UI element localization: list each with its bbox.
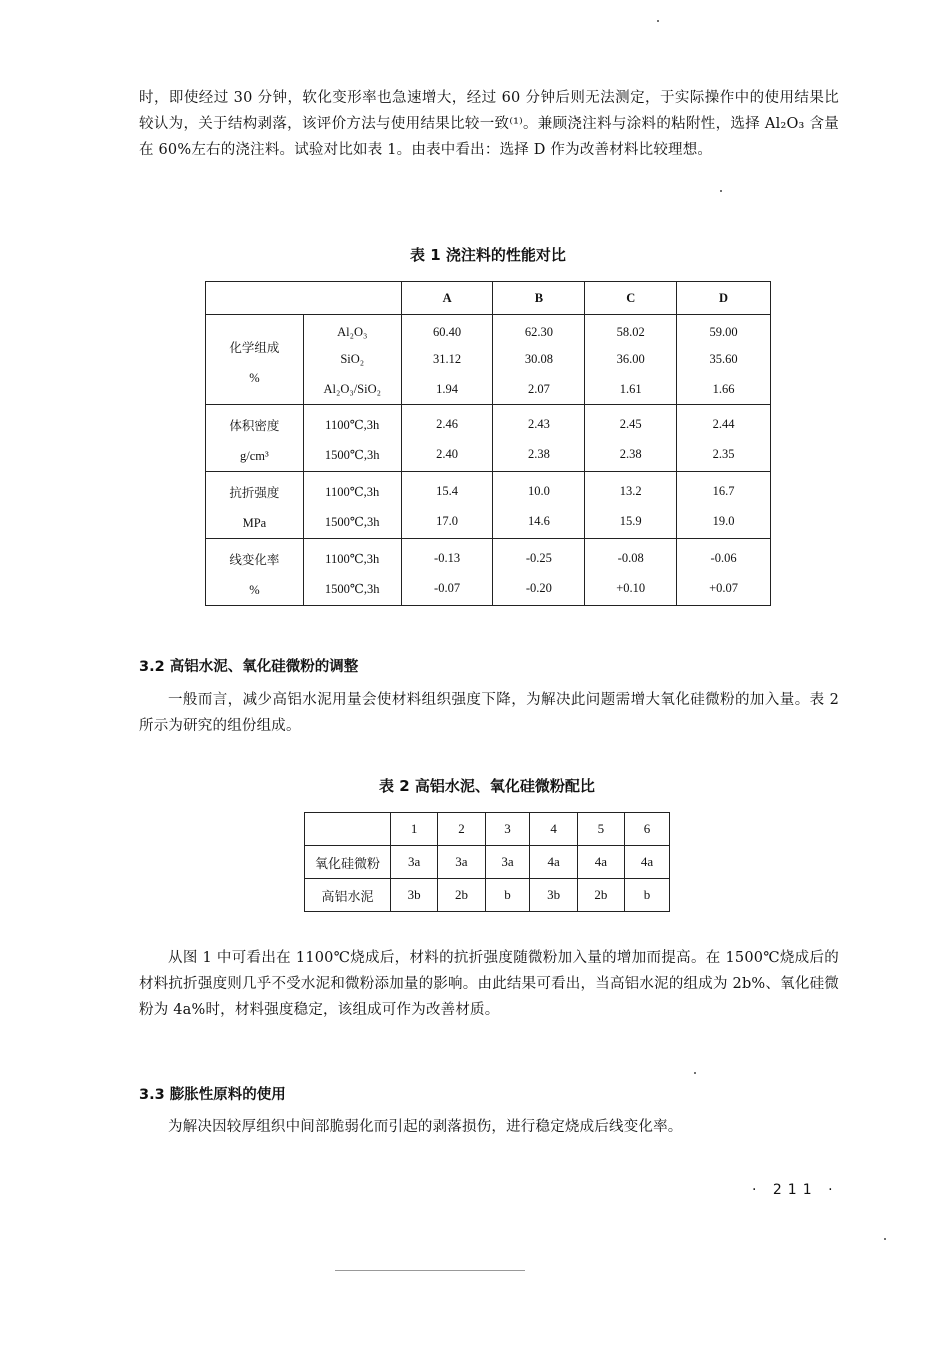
table1-value-cell: -0.07 [401,572,493,606]
table2-value-cell: b [625,879,670,912]
table1-row-label: 线变化率 % [206,539,304,606]
table2-value-cell: 4a [577,846,624,879]
scan-speck [657,20,659,22]
table2-corner-cell [305,813,391,846]
section-3-3-paragraph: 为解决因较厚组织中间部脆弱化而引起的剥落损伤，进行稳定烧成后线变化率。 [168,1119,683,1135]
section-3-2-heading: 3.2 高铝水泥、氧化硅微粉的调整 [139,659,359,675]
table2-column-header: 5 [577,813,624,846]
table1-value-cell: 31.12 [401,345,493,375]
table1-value-cell: 16.7 [677,472,771,506]
table1-value-cell: 62.30 [493,315,585,345]
table1-sub-label: SiO₂ [303,345,401,375]
table1-group [206,405,771,472]
table1-value-cell: 2.35 [677,438,771,472]
table1-value-cell: -0.20 [493,572,585,606]
table1-value-cell: 2.40 [401,438,493,472]
intro-paragraph: 时，即使经过 30 分钟，软化变形率也急速增大，经过 60 分钟后则无法测定，于实际操作中的使用结果比较认为，关于结构剥落，该评价方法与使用结果比较一致⁽¹⁾。兼顾浇注料与涂料的粘附性，选择 Al₂O₃ 含量在 60%左右的浇注料。试验对比如表 1。由表中看出：选择 D 作为改善材料比较理想。 [139,90,839,158]
table2-column-header: 2 [438,813,485,846]
table1-value-cell: 58.02 [585,315,677,345]
table2-value-cell: b [485,879,530,912]
table1-group [206,472,771,539]
section-3-3-heading: 3.3 膨胀性原料的使用 [139,1087,286,1103]
section-3-2-paragraph: 一般而言，减少高铝水泥用量会使材料组织强度下降，为解决此问题需增大氧化硅微粉的加入量。表 2 所示为研究的组份组成。 [139,692,839,734]
table1-sub-label: Al₂O₃ [303,315,401,345]
table2-caption: 表 2 高铝水泥、氧化硅微粉配比 [379,777,595,795]
table1-sub-label: 1100℃,3h [303,405,401,439]
table1-value-cell: 17.0 [401,505,493,539]
table1-row [206,539,771,573]
table1-row-label: 体积密度 g/cm³ [206,405,304,472]
table1-value-cell: 36.00 [585,345,677,375]
table1-value-cell: 10.0 [493,472,585,506]
table1-value-cell: 35.60 [677,345,771,375]
table1-value-cell: -0.08 [585,539,677,573]
table2-row-label: 氧化硅微粉 [305,846,391,879]
table1-value-cell: 2.43 [493,405,585,439]
table2-column-header: 1 [391,813,438,846]
table1-header [206,282,771,315]
table1-value-cell: 13.2 [585,472,677,506]
table1-value-cell: 1.66 [677,375,771,405]
table2-row [305,879,670,912]
scan-speck [694,1072,696,1074]
table1-row [206,315,771,345]
table1-value-cell: 1.61 [585,375,677,405]
table1-value-cell: -0.13 [401,539,493,573]
table1-value-cell: 14.6 [493,505,585,539]
table2-column-header: 6 [625,813,670,846]
table1-value-cell: 2.46 [401,405,493,439]
table2-header-row [305,813,670,846]
table1-value-cell: 15.4 [401,472,493,506]
table1-value-cell: 30.08 [493,345,585,375]
table1-sub-label: 1500℃,3h [303,438,401,472]
table1 [205,281,771,606]
table1-value-cell: -0.25 [493,539,585,573]
table1-value-cell: -0.06 [677,539,771,573]
table2-value-cell: 2b [438,879,485,912]
table2-column-header: 3 [485,813,530,846]
table1-row-label: 抗折强度 MPa [206,472,304,539]
table2 [304,812,670,912]
table1-column-header: C [585,282,677,315]
scan-speck [884,1238,886,1240]
table1-value-cell: 2.07 [493,375,585,405]
table1-sub-label: 1100℃,3h [303,472,401,506]
scan-speck [720,190,722,192]
table1-sub-label: 1500℃,3h [303,505,401,539]
table1-value-cell: 19.0 [677,505,771,539]
table2-value-cell: 3b [391,879,438,912]
conclusion-paragraph: 从图 1 中可看出在 1100℃烧成后，材料的抗折强度随微粉加入量的增加而提高。在 1500℃烧成后的材料抗折强度则几乎不受水泥和微粉添加量的影响。由此结果可看出，当高铝水泥的组成为 2b%、氧化硅微粉为 4a%时，材料强度稳定，该组成可作为改善材质。 [139,950,839,1018]
table2-value-cell: 3a [391,846,438,879]
table1-column-header: B [493,282,585,315]
table2-value-cell: 4a [625,846,670,879]
table2-value-cell: 3a [438,846,485,879]
table1-value-cell: 1.94 [401,375,493,405]
table2-row-label: 高铝水泥 [305,879,391,912]
table1-value-cell: +0.10 [585,572,677,606]
table1-column-header: A [401,282,493,315]
table1-row [206,405,771,439]
table1-value-cell: 2.44 [677,405,771,439]
table1-value-cell: 60.40 [401,315,493,345]
table1-group [206,315,771,405]
table1-value-cell: 15.9 [585,505,677,539]
table2-value-cell: 2b [577,879,624,912]
table1-value-cell: 2.45 [585,405,677,439]
table1-group [206,539,771,606]
table1-caption: 表 1 浇注料的性能对比 [410,246,566,264]
table2-value-cell: 4a [530,846,577,879]
table1-value-cell: 59.00 [677,315,771,345]
table2-value-cell: 3a [485,846,530,879]
table1-column-header: D [677,282,771,315]
table2-value-cell: 3b [530,879,577,912]
table1-value-cell: 2.38 [493,438,585,472]
table1-row [206,472,771,506]
table1-corner-cell [206,282,402,315]
table1-value-cell: 2.38 [585,438,677,472]
table2-row [305,846,670,879]
table1-sub-label: 1100℃,3h [303,539,401,573]
table1-sub-label: Al₂O₃/SiO₂ [303,375,401,405]
page-number: · 211 · [752,1182,839,1198]
table1-sub-label: 1500℃,3h [303,572,401,606]
scan-line-mark [335,1270,525,1271]
table2-column-header: 4 [530,813,577,846]
table1-value-cell: +0.07 [677,572,771,606]
table1-row-label: 化学组成 % [206,315,304,405]
